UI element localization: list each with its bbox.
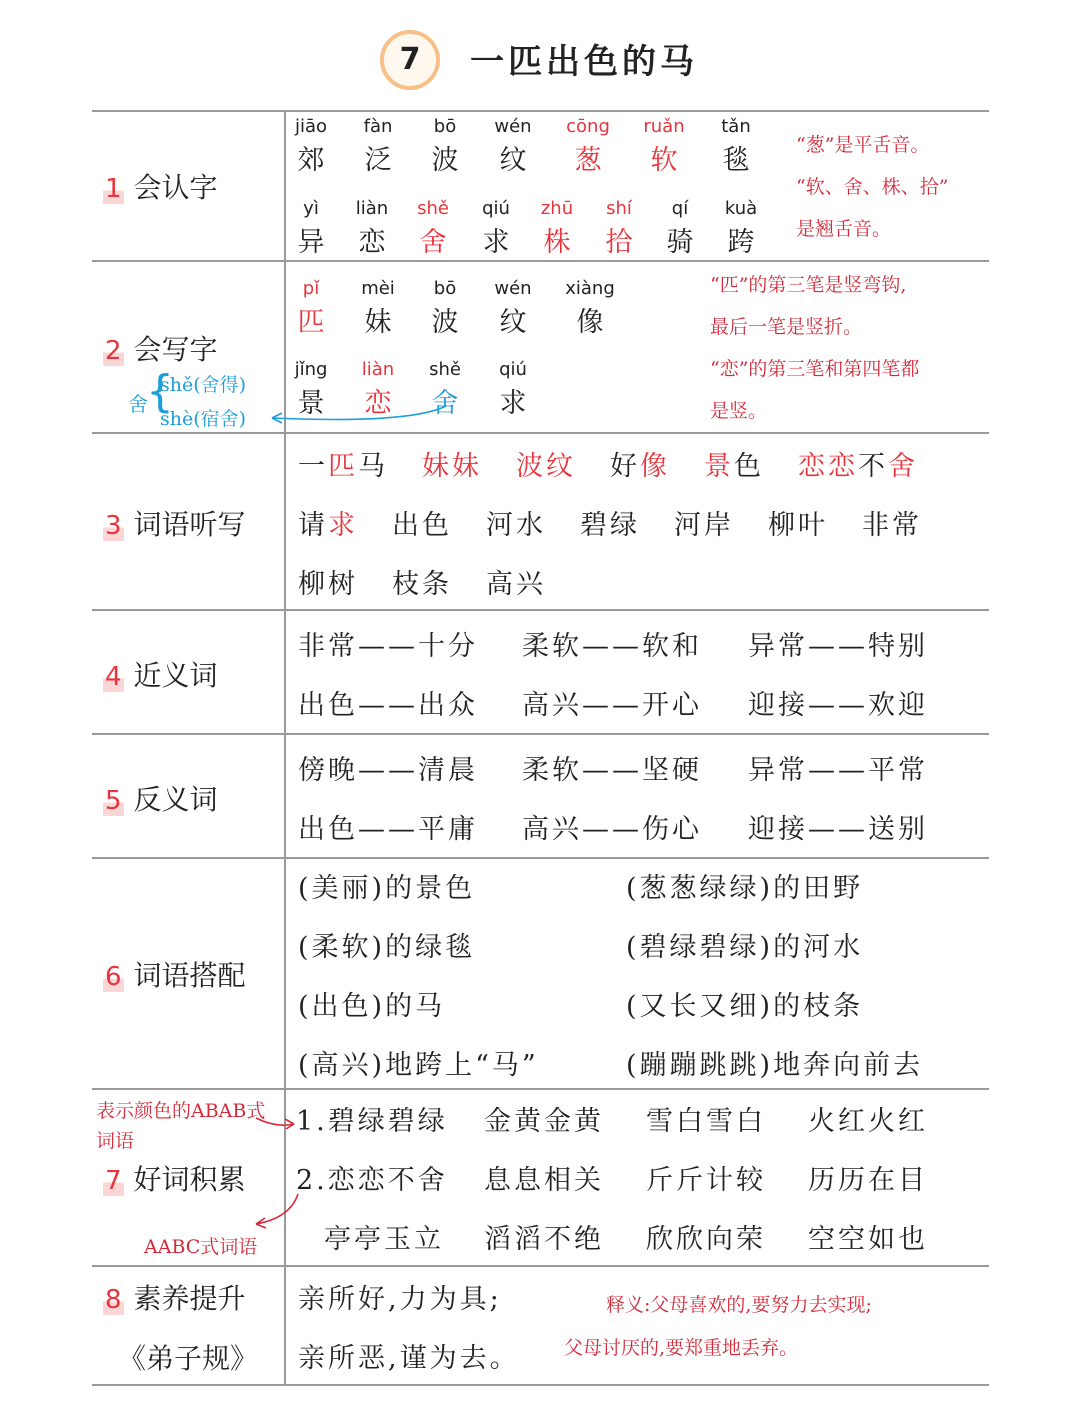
dictation-word [422, 451, 482, 482]
word-part: 不 [858, 451, 888, 482]
collocation-item: (高兴)地跨上“马” [298, 1050, 539, 1081]
dictation-line-3 [298, 562, 580, 601]
abab-arrow [252, 1108, 298, 1132]
note-write-2: 最后一笔是竖折。 [710, 316, 863, 338]
antonym-pair: 迎接——送别 [748, 814, 928, 845]
dictation-word [392, 569, 452, 600]
aabc-arrow [250, 1190, 302, 1232]
character: 妹 [364, 307, 392, 338]
section-sublabel-dizigui: 《弟子规》 [118, 1342, 259, 1375]
lesson-number-badge: 7 [380, 30, 440, 90]
character: 求 [482, 227, 510, 258]
dictation-word [862, 510, 922, 541]
row-divider [92, 1265, 989, 1267]
polyphone-reading-2: shè(宿舍) [160, 408, 247, 430]
good-word: 空空如也 [808, 1224, 928, 1255]
dizigui-meaning-2: 父母讨厌的,要郑重地丢弃。 [564, 1337, 799, 1359]
synonym-pair: 迎接——欢迎 [748, 690, 928, 721]
character: 拾 [605, 227, 633, 258]
synonym-pair: 异常——特别 [748, 631, 928, 662]
good-word: 息息相关 [484, 1165, 604, 1196]
word-part: 非常 [862, 510, 922, 541]
character: 舍 [431, 388, 459, 419]
character: 泛 [364, 145, 392, 176]
pinyin-label: shě [429, 359, 461, 380]
good-word: 火红火红 [808, 1106, 928, 1137]
pinyin-label: bō [433, 116, 457, 137]
pinyin-label: wén [494, 116, 532, 137]
section-label-good-words: 7 好词积累 [105, 1163, 246, 1196]
dictation-line-1 [298, 444, 952, 483]
polyphone-reading-1: shě(舍得) [160, 374, 247, 396]
character: 跨 [727, 227, 755, 258]
antonym-pair: 出色——平庸 [298, 814, 478, 845]
dizigui-line-2: 亲所恶,谨为去。 [298, 1343, 520, 1374]
character: 匹 [297, 307, 325, 338]
section-label-antonyms: 5 反义词 [105, 783, 218, 816]
antonym-pair: 高兴——伤心 [522, 814, 702, 845]
dictation-word [516, 451, 576, 482]
dictation-word [580, 510, 640, 541]
pinyin-label: xiàng [565, 278, 615, 299]
table-bottom-border [92, 1384, 989, 1386]
pinyin-label: yì [303, 198, 319, 219]
word-part: 色 [734, 451, 764, 482]
row-divider [92, 609, 989, 611]
good-word: 金黄金黄 [484, 1106, 604, 1137]
good-word: 雪白雪白 [646, 1106, 766, 1137]
collocation-item: (蹦蹦跳跳)地奔向前去 [626, 1050, 924, 1081]
row-divider [92, 432, 989, 434]
pinyin-label: ruǎn [643, 116, 685, 137]
character: 纹 [499, 145, 527, 176]
dictation-word [674, 510, 734, 541]
note-aabc-words: AABC式词语 [144, 1236, 258, 1258]
character: 恋 [358, 227, 386, 258]
note-write-4: 是竖。 [710, 400, 768, 422]
dictation-word [768, 510, 828, 541]
character: 葱 [574, 145, 602, 176]
antonym-pair: 柔软——坚硬 [522, 755, 702, 786]
good-word: 欣欣向荣 [646, 1224, 766, 1255]
dictation-word [704, 451, 764, 482]
page-title: 一匹出色的马 [470, 42, 698, 82]
word-part: 好 [610, 451, 640, 482]
row-divider [92, 857, 989, 859]
word-part: 像 [640, 451, 670, 482]
character: 异 [297, 227, 325, 258]
antonym-pair: 异常——平常 [748, 755, 928, 786]
polyphone-brace: { [146, 366, 174, 417]
word-part: 景 [704, 451, 734, 482]
pinyin-label: qiú [499, 359, 527, 380]
pinyin-label: pǐ [302, 278, 320, 299]
good-word: 斤斤计较 [646, 1165, 766, 1196]
collocation-item: (柔软)的绿毯 [298, 932, 476, 963]
dictation-word [298, 510, 358, 541]
section-label-dictation: 3 词语听写 [105, 508, 246, 541]
pinyin-label: qí [671, 198, 689, 219]
pinyin-label: liàn [355, 198, 389, 219]
row-divider [92, 260, 989, 262]
word-part: 舍 [888, 451, 918, 482]
good-word: 1.碧绿碧绿 [296, 1106, 448, 1137]
word-part: 高兴 [486, 569, 546, 600]
collocation-item: (葱葱绿绿)的田野 [626, 873, 864, 904]
row-divider [92, 733, 989, 735]
pinyin-label: tǎn [721, 116, 751, 137]
pinyin-label: mèi [361, 278, 395, 299]
dictation-word [486, 510, 546, 541]
character: 毯 [722, 145, 750, 176]
character: 郊 [297, 145, 325, 176]
dizigui-meaning-1: 释义:父母喜欢的,要努力去实现; [606, 1294, 872, 1316]
pinyin-label: zhū [540, 198, 574, 219]
word-part: 河水 [486, 510, 546, 541]
section-label-synonyms: 4 近义词 [105, 659, 218, 692]
good-word: 滔滔不绝 [484, 1224, 604, 1255]
note-abab-words-2: 词语 [96, 1130, 135, 1152]
word-part: 马 [358, 451, 388, 482]
character: 波 [431, 145, 459, 176]
dictation-word [486, 569, 546, 600]
pinyin-label: shí [606, 198, 632, 219]
section-label-literacy: 8 素养提升 [105, 1282, 246, 1315]
dictation-line-2 [298, 503, 956, 542]
section-label-collocations: 6 词语搭配 [105, 959, 246, 992]
collocation-item: (碧绿碧绿)的河水 [626, 932, 864, 963]
word-part: 出色 [392, 510, 452, 541]
pinyin-label: shě [417, 198, 449, 219]
good-word: 亭亭玉立 [324, 1224, 444, 1255]
pinyin-label: kuà [724, 198, 758, 219]
collocation-item: (又长又细)的枝条 [626, 991, 864, 1022]
dictation-word [798, 451, 918, 482]
polyphone-char: 舍 [128, 392, 148, 416]
pinyin-label: fàn [363, 116, 393, 137]
pinyin-label: jiāo [294, 116, 328, 137]
collocation-item: (美丽)的景色 [298, 873, 476, 904]
character: 纹 [499, 307, 527, 338]
pinyin-label: wén [494, 278, 532, 299]
dictation-word [298, 569, 358, 600]
word-part: 河岸 [674, 510, 734, 541]
pinyin-label: qiú [482, 198, 510, 219]
pinyin-label: bō [433, 278, 457, 299]
character: 波 [431, 307, 459, 338]
section-label-recognize: 1 会认字 [105, 171, 218, 204]
character: 景 [297, 388, 325, 419]
word-part: 柳树 [298, 569, 358, 600]
character: 舍 [419, 227, 447, 258]
character: 恋 [364, 388, 392, 419]
pinyin-label: jǐng [294, 359, 328, 380]
synonym-pair: 出色——出众 [298, 690, 478, 721]
note-recognize-3: 是翘舌音。 [796, 218, 892, 240]
character: 株 [543, 227, 571, 258]
word-part: 波纹 [516, 451, 576, 482]
pinyin-label: cōng [566, 116, 610, 137]
note-abab-words: 表示颜色的ABAB式 [96, 1100, 266, 1122]
word-part: 妹妹 [422, 451, 482, 482]
note-recognize-1: “葱”是平舌音。 [796, 134, 930, 156]
character: 求 [499, 388, 527, 419]
word-part: 碧绿 [580, 510, 640, 541]
synonym-pair: 高兴——开心 [522, 690, 702, 721]
word-part: 柳叶 [768, 510, 828, 541]
dictation-word [392, 510, 452, 541]
table-top-border [92, 110, 989, 112]
section-label-write: 2 会写字 [105, 333, 218, 366]
dictation-word [298, 451, 388, 482]
synonym-pair: 柔软——软和 [522, 631, 702, 662]
note-write-3: “恋”的第三笔和第四笔都 [710, 358, 920, 380]
antonym-pair: 傍晚——清晨 [298, 755, 478, 786]
note-recognize-2: “软、舍、株、拾” [796, 176, 949, 198]
row-divider [92, 1088, 989, 1090]
polyphone-arrow [260, 400, 460, 430]
word-part: 匹 [328, 451, 358, 482]
synonym-pair: 非常——十分 [298, 631, 478, 662]
dizigui-line-1: 亲所好,力为具; [298, 1284, 502, 1315]
character: 软 [650, 145, 678, 176]
pinyin-label: liàn [361, 359, 395, 380]
dictation-word [610, 451, 670, 482]
good-word: 历历在目 [808, 1165, 928, 1196]
character: 像 [576, 307, 604, 338]
word-part: 求 [328, 510, 358, 541]
collocation-item: (出色)的马 [298, 991, 446, 1022]
good-word: 2.恋恋不舍 [296, 1165, 448, 1196]
word-part: 恋恋 [798, 451, 858, 482]
word-part: 一 [298, 451, 328, 482]
character: 骑 [666, 227, 694, 258]
word-part: 请 [298, 510, 328, 541]
word-part: 枝条 [392, 569, 452, 600]
note-write-1: “匹”的第三笔是竖弯钩, [710, 274, 907, 296]
